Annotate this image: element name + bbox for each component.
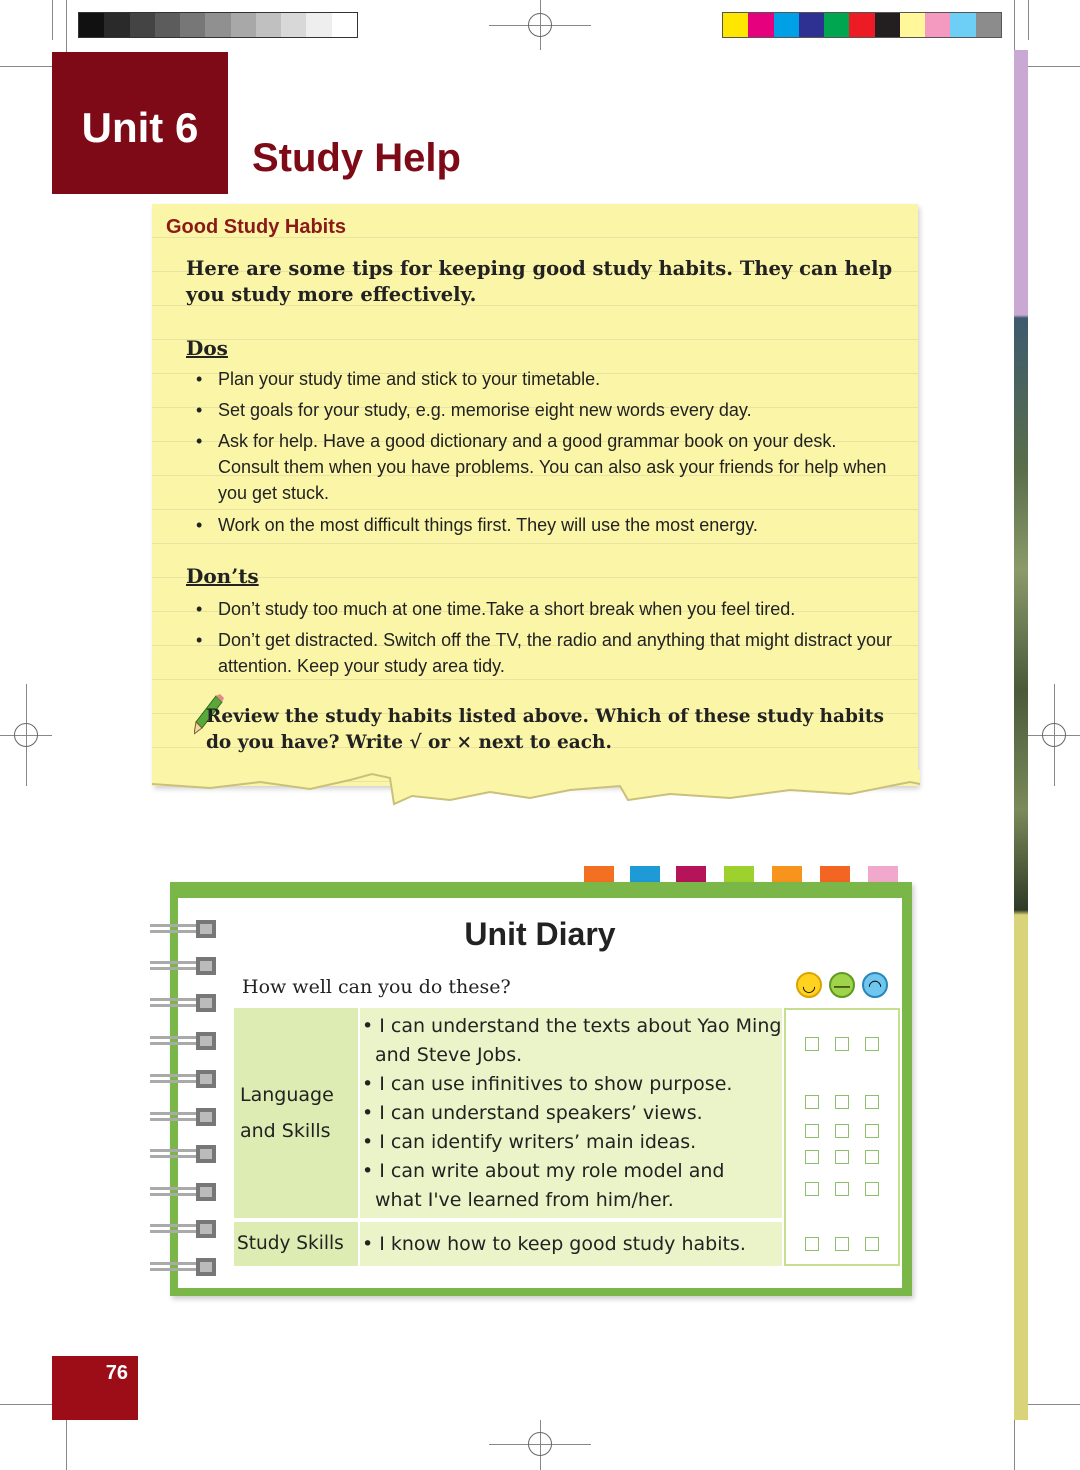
list-item: • Set goals for your study, e.g. memorise eight new words every day. xyxy=(196,400,752,420)
diary-item: • I can understand speakers’ views. xyxy=(362,1102,703,1124)
rating-checkbox[interactable] xyxy=(805,1237,819,1251)
rating-checkbox[interactable] xyxy=(865,1182,879,1196)
rating-checkbox[interactable] xyxy=(865,1150,879,1164)
color-calibration-strip xyxy=(722,12,1002,38)
category-label: Study Skills xyxy=(237,1233,344,1254)
rating-checkbox[interactable] xyxy=(835,1124,849,1138)
list-item: • Don’t get distracted. Switch off the TV, the radio and anything that might distract your attention. Keep your study area tidy. xyxy=(196,630,893,676)
diary-item: • I know how to keep good study habits. xyxy=(362,1233,746,1255)
rating-checkbox[interactable] xyxy=(865,1095,879,1109)
rating-checkbox[interactable] xyxy=(835,1150,849,1164)
diary-item: • I can write about my role model and xyxy=(362,1160,725,1182)
rating-checkbox[interactable] xyxy=(805,1182,819,1196)
dos-heading: Dos xyxy=(186,336,228,360)
rating-checkbox[interactable] xyxy=(805,1095,819,1109)
page-title: Study Help xyxy=(252,136,461,180)
happy-face-icon: ◡ xyxy=(796,972,822,998)
rating-checkbox[interactable] xyxy=(865,1124,879,1138)
category-label: and Skills xyxy=(240,1120,331,1142)
grayscale-calibration-strip xyxy=(78,12,358,38)
neutral-face-icon: — xyxy=(829,972,855,998)
intro-text: Here are some tips for keeping good study habits. They can help you study more effectively. xyxy=(186,257,893,306)
diary-item: • I can identify writers’ main ideas. xyxy=(362,1131,697,1153)
diary-item: • I can use infinitives to show purpose. xyxy=(362,1073,733,1095)
rating-checkbox[interactable] xyxy=(835,1095,849,1109)
list-item: • Don’t study too much at one time.Take a short break when you feel tired. xyxy=(196,599,796,619)
rating-checkbox[interactable] xyxy=(835,1237,849,1251)
diary-question: How well can you do these? xyxy=(242,976,511,998)
list-item: • Ask for help. Have a good dictionary and a good grammar book on your desk. Consult them when you have problems. You can also ask your friends for help when you get stuck. xyxy=(196,431,887,503)
category-label: Language xyxy=(240,1084,334,1106)
page-edge-band xyxy=(1014,50,1028,1420)
unit-label: Unit 6 xyxy=(81,104,199,151)
rating-checkbox[interactable] xyxy=(865,1037,879,1051)
review-instruction: Review the study habits listed above. Which of these study habits do you have? Write √ or × next to each. xyxy=(206,706,884,753)
diary-item: and Steve Jobs. xyxy=(375,1044,523,1066)
list-item: • Plan your study time and stick to your timetable. xyxy=(196,369,601,389)
category-cell-language xyxy=(234,1008,358,1218)
section-title: Good Study Habits xyxy=(166,216,346,238)
torn-paper-edge xyxy=(150,770,922,814)
rating-checkbox[interactable] xyxy=(835,1182,849,1196)
donts-heading: Don’ts xyxy=(186,564,259,588)
page-number: 76 xyxy=(105,1362,128,1384)
rating-checkbox[interactable] xyxy=(805,1124,819,1138)
rating-checkbox[interactable] xyxy=(865,1237,879,1251)
rating-checkbox[interactable] xyxy=(835,1037,849,1051)
sad-face-icon: ◠ xyxy=(862,972,888,998)
rating-checkbox[interactable] xyxy=(805,1037,819,1051)
list-item: • Work on the most difficult things first. They will use the most energy. xyxy=(196,515,758,535)
diary-item: what I've learned from him/her. xyxy=(375,1189,674,1211)
rating-checkbox[interactable] xyxy=(805,1150,819,1164)
diary-item: • I can understand the texts about Yao Ming xyxy=(362,1015,782,1037)
diary-title: Unit Diary xyxy=(464,916,616,952)
